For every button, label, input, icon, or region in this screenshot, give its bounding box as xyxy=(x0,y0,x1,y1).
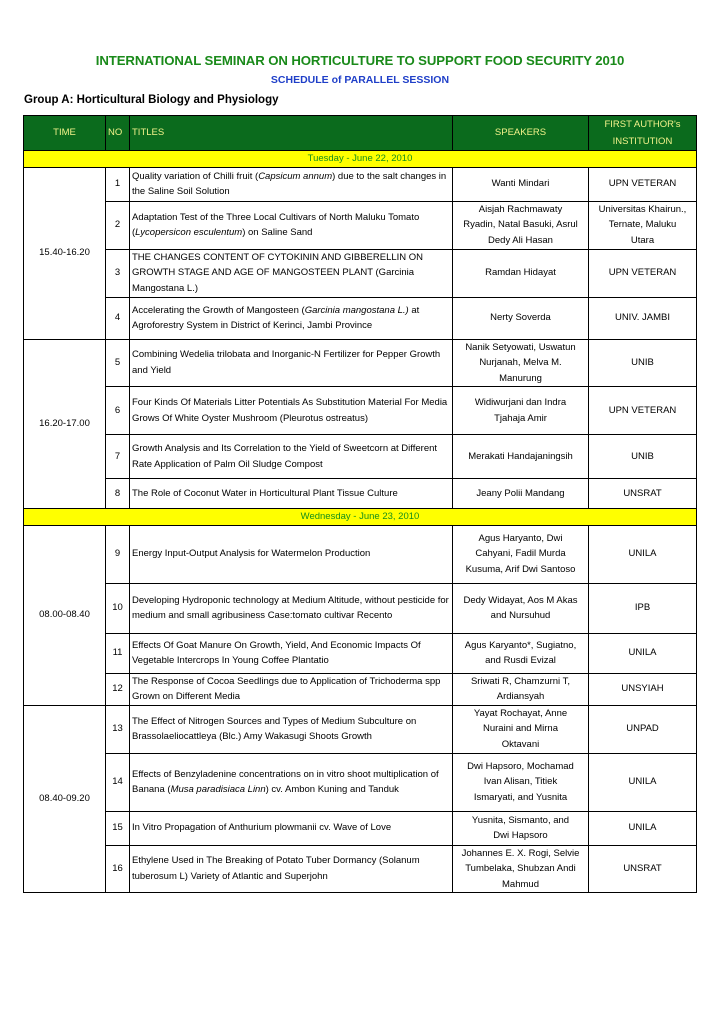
column-header-speakers: SPEAKERS xyxy=(453,116,589,151)
paper-title: Energy Input-Output Analysis for Watermelon Production xyxy=(130,525,453,583)
row-number: 1 xyxy=(106,167,130,201)
document-title: INTERNATIONAL SEMINAR ON HORTICULTURE TO SUPPORT FOOD SECURITY 2010 xyxy=(95,53,625,68)
institution: UNSRAT xyxy=(589,479,697,509)
table-row xyxy=(24,673,697,705)
column-header-titles: TITLES xyxy=(130,116,453,151)
paper-title: Developing Hydroponic technology at Medium Altitude, without pesticide for medium and small agribusiness Case:tomato cultivar Recento xyxy=(130,583,453,633)
institution: UPN VETERAN xyxy=(589,167,697,201)
institution: UPN VETERAN xyxy=(589,249,697,297)
row-number: 7 xyxy=(106,435,130,479)
speakers: Johannes E. X. Rogi, Selvie Tumbelaka, Shubzan Andi Mahmud xyxy=(453,845,589,893)
day-row xyxy=(24,509,697,526)
speakers: Sriwati R, Chamzurni T, Ardiansyah xyxy=(453,673,589,705)
paper-title: Adaptation Test of the Three Local Cultivars of North Maluku Tomato (Lycopersicon esculentum) on Saline Sand xyxy=(130,201,453,249)
paper-title: In Vitro Propagation of Anthurium plowmanii cv. Wave of Love xyxy=(130,811,453,845)
row-number: 6 xyxy=(106,387,130,435)
speakers: Yusnita, Sismanto, and Dwi Hapsoro xyxy=(453,811,589,845)
schedule-table xyxy=(23,115,697,893)
institution: UNILA xyxy=(589,811,697,845)
paper-title: Accelerating the Growth of Mangosteen (Garcinia mangostana L.) at Agroforestry System in District of Kerinci, Jambi Province xyxy=(130,297,453,339)
table-header-row xyxy=(24,116,697,151)
speakers: Dwi Hapsoro, Mochamad Ivan Alisan, Titiek Ismaryati, and Yusnita xyxy=(453,753,589,811)
column-header-institution-line1: FIRST AUTHOR's xyxy=(604,119,681,130)
institution: UPN VETERAN xyxy=(589,387,697,435)
table-row xyxy=(24,753,697,811)
speakers: Dedy Widayat, Aos M Akas and Nursuhud xyxy=(453,583,589,633)
institution: UNIB xyxy=(589,339,697,387)
institution: UNILA xyxy=(589,525,697,583)
column-header-institution xyxy=(589,116,697,151)
row-number: 9 xyxy=(106,525,130,583)
speakers: Ramdan Hidayat xyxy=(453,249,589,297)
institution: Universitas Khairun., Ternate, Maluku Utara xyxy=(589,201,697,249)
time-slot: 08.00-08.40 xyxy=(24,525,106,705)
paper-title: Effects of Benzyladenine concentrations on in vitro shoot multiplication of Banana (Musa paradisiaca Linn) cv. Ambon Kuning and Tanduk xyxy=(130,753,453,811)
table-row xyxy=(24,705,697,753)
speakers: Jeany Polii Mandang xyxy=(453,479,589,509)
table-row xyxy=(24,249,697,297)
table-row xyxy=(24,201,697,249)
speakers: Yayat Rochayat, Anne Nuraini and Mirna Oktavani xyxy=(453,705,589,753)
institution: UNIB xyxy=(589,435,697,479)
speakers: Widiwurjani dan Indra Tjahaja Amir xyxy=(453,387,589,435)
time-slot: 15.40-16.20 xyxy=(24,167,106,339)
row-number: 3 xyxy=(106,249,130,297)
paper-title: Quality variation of Chilli fruit (Capsicum annum) due to the salt changes in the Saline Soil Solution xyxy=(130,167,453,201)
speakers: Agus Karyanto*, Sugiatno, and Rusdi Evizal xyxy=(453,633,589,673)
table-row xyxy=(24,845,697,893)
paper-title: Combining Wedelia trilobata and Inorganic-N Fertilizer for Pepper Growth and Yield xyxy=(130,339,453,387)
row-number: 11 xyxy=(106,633,130,673)
day-label: Tuesday - June 22, 2010 xyxy=(24,151,697,168)
speakers: Nerty Soverda xyxy=(453,297,589,339)
row-number: 8 xyxy=(106,479,130,509)
institution: UNPAD xyxy=(589,705,697,753)
paper-title: Growth Analysis and Its Correlation to the Yield of Sweetcorn at Different Rate Application of Palm Oil Sludge Compost xyxy=(130,435,453,479)
table-row xyxy=(24,811,697,845)
paper-title: The Effect of Nitrogen Sources and Types of Medium Subculture on Brassolaeliocattleya (Blc.) Amy Wakasugi Shoots Growth xyxy=(130,705,453,753)
row-number: 10 xyxy=(106,583,130,633)
paper-title: Ethylene Used in The Breaking of Potato Tuber Dormancy (Solanum tuberosum L) Variety of Atlantic and Superjohn xyxy=(130,845,453,893)
institution: UNIV. JAMBI xyxy=(589,297,697,339)
time-slot: 08.40-09.20 xyxy=(24,705,106,893)
paper-title: Effects Of Goat Manure On Growth, Yield, And Economic Impacts Of Vegetable Intercrops In Young Coffee Plantatio xyxy=(130,633,453,673)
paper-title: Four Kinds Of Materials Litter Potentials As Substitution Material For Media Grows Of White Oyster Mushroom (Pleurotus ostreatus) xyxy=(130,387,453,435)
institution: UNILA xyxy=(589,633,697,673)
column-header-institution-line2: INSTITUTION xyxy=(612,136,673,147)
table-row xyxy=(24,387,697,435)
column-header-time: TIME xyxy=(24,116,106,151)
document-subtitle: SCHEDULE of PARALLEL SESSION xyxy=(270,74,450,86)
row-number: 14 xyxy=(106,753,130,811)
paper-title: The Role of Coconut Water in Horticultural Plant Tissue Culture xyxy=(130,479,453,509)
row-number: 4 xyxy=(106,297,130,339)
row-number: 13 xyxy=(106,705,130,753)
column-header-no: NO xyxy=(106,116,130,151)
institution: UNSYIAH xyxy=(589,673,697,705)
institution: UNILA xyxy=(589,753,697,811)
speakers: Merakati Handajaningsih xyxy=(453,435,589,479)
paper-title: The Response of Cocoa Seedlings due to Application of Trichoderma spp Grown on Different Media xyxy=(130,673,453,705)
row-number: 16 xyxy=(106,845,130,893)
day-row xyxy=(24,151,697,168)
group-heading: Group A: Horticultural Biology and Physiology xyxy=(24,94,279,106)
table-row xyxy=(24,167,697,201)
time-slot: 16.20-17.00 xyxy=(24,339,106,509)
institution: IPB xyxy=(589,583,697,633)
table-row xyxy=(24,633,697,673)
table-row xyxy=(24,339,697,387)
table-row xyxy=(24,583,697,633)
speakers: Aisjah Rachmawaty Ryadin, Natal Basuki, Asrul Dedy Ali Hasan xyxy=(453,201,589,249)
table-row xyxy=(24,435,697,479)
table-row xyxy=(24,525,697,583)
row-number: 5 xyxy=(106,339,130,387)
speakers: Nanik Setyowati, Uswatun Nurjanah, Melva M. Manurung xyxy=(453,339,589,387)
speakers: Agus Haryanto, Dwi Cahyani, Fadil Murda Kusuma, Arif Dwi Santoso xyxy=(453,525,589,583)
institution: UNSRAT xyxy=(589,845,697,893)
table-row xyxy=(24,297,697,339)
paper-title: THE CHANGES CONTENT OF CYTOKININ AND GIBBERELLIN ON GROWTH STAGE AND AGE OF MANGOSTEEN PLANT (Garcinia Mangostana L.) xyxy=(130,249,453,297)
speakers: Wanti Mindari xyxy=(453,167,589,201)
day-label: Wednesday - June 23, 2010 xyxy=(24,509,697,526)
table-row xyxy=(24,479,697,509)
row-number: 2 xyxy=(106,201,130,249)
row-number: 15 xyxy=(106,811,130,845)
row-number: 12 xyxy=(106,673,130,705)
